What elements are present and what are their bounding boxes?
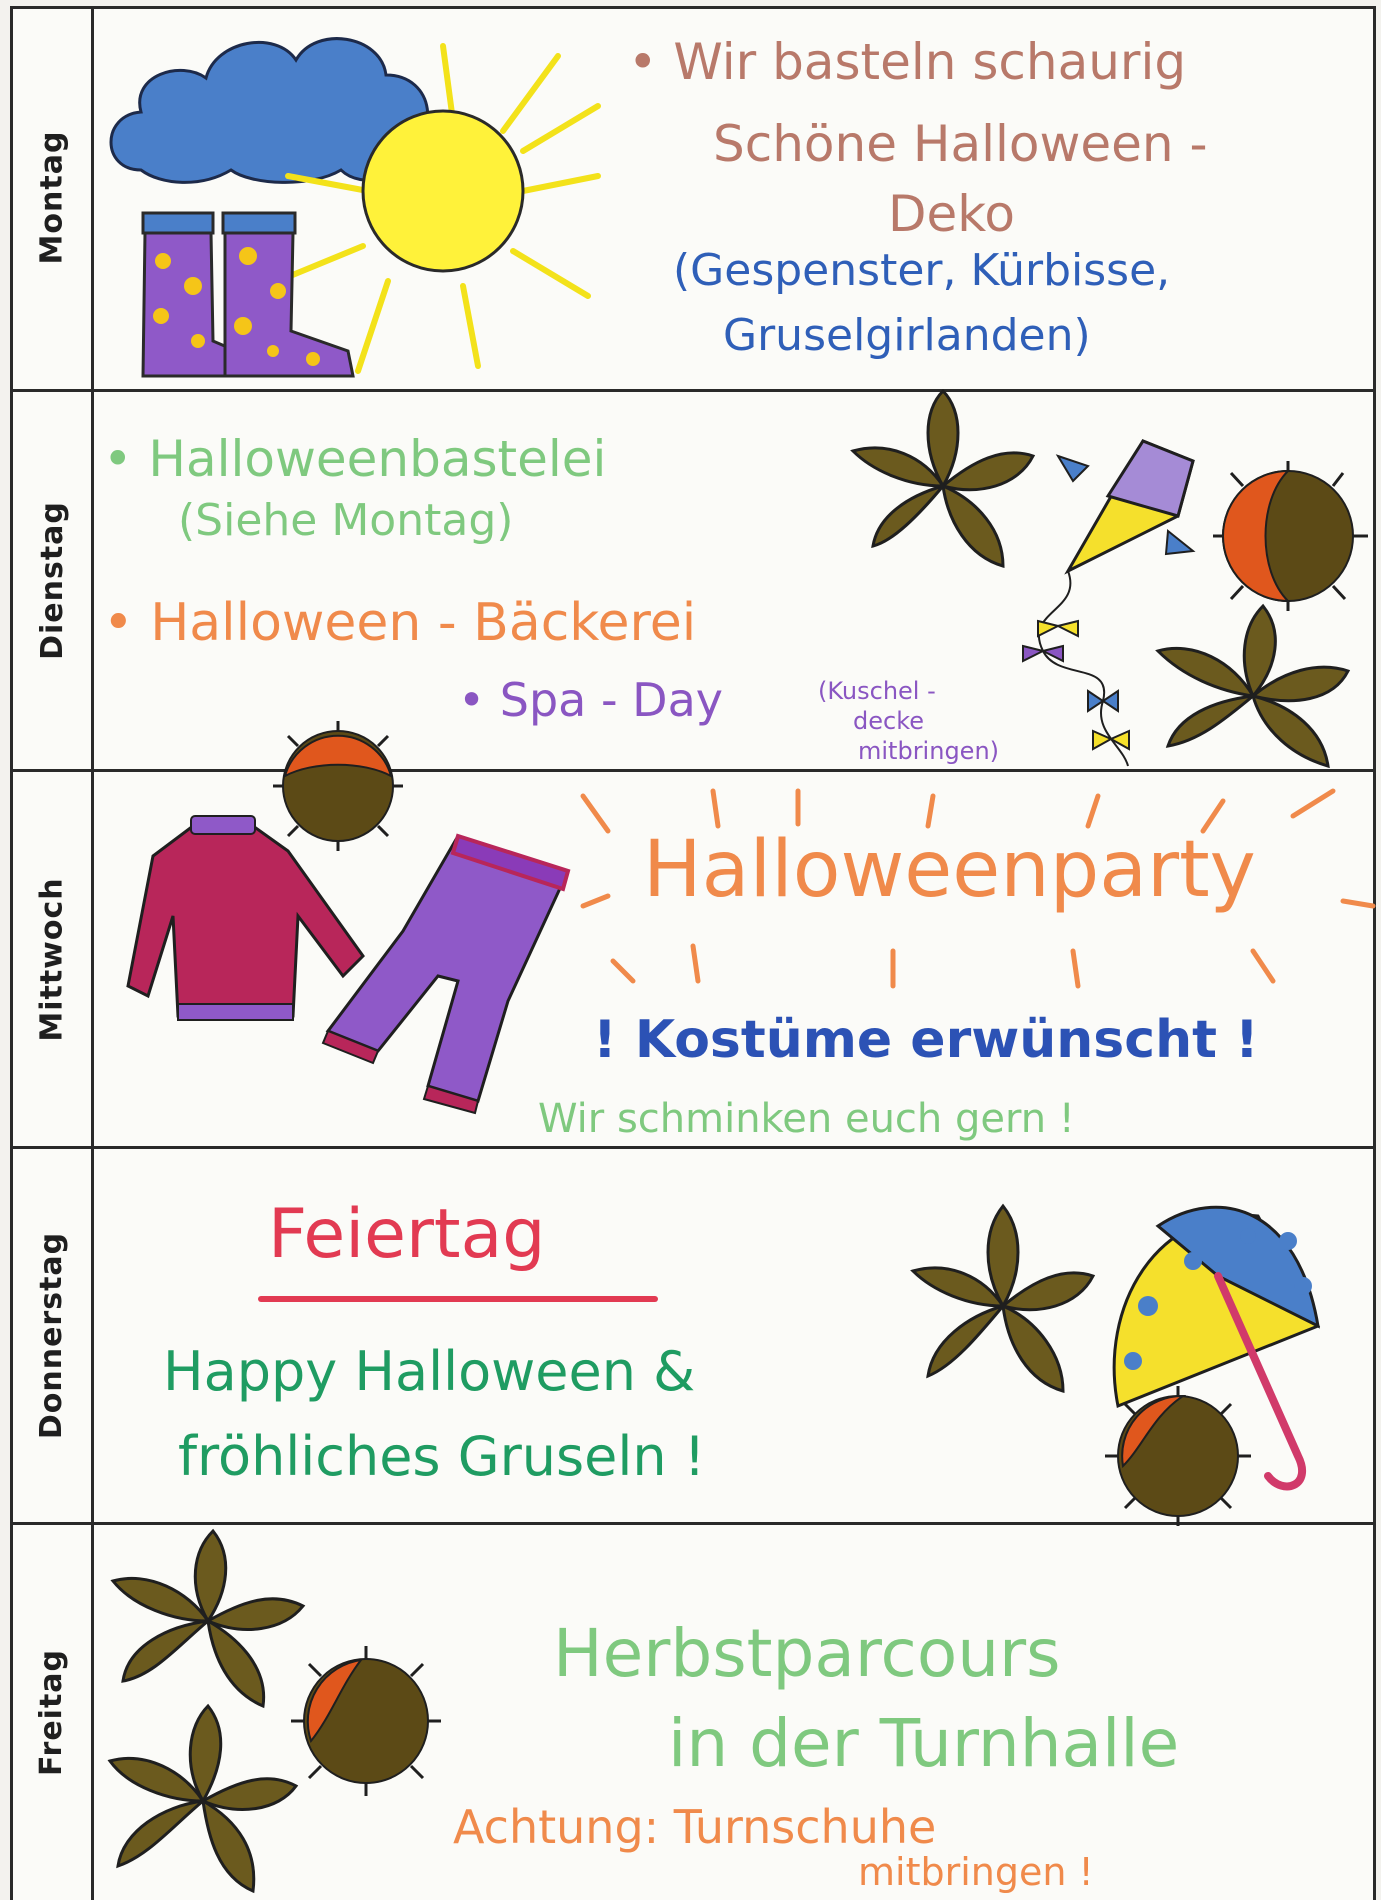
trousers-icon [318, 831, 578, 1131]
wednesday-line-1: ! Kostüme erwünscht ! [593, 1010, 1259, 1070]
chestnut-leaf-icon [1153, 606, 1353, 776]
friday-line-2: in der Turnhalle [668, 1705, 1180, 1782]
thursday-line-2: fröhliches Gruseln ! [178, 1425, 706, 1488]
wednesday-headline: Halloweenparty [643, 825, 1256, 915]
monday-line-5: Gruselgirlanden) [723, 310, 1091, 361]
top-border [13, 6, 1373, 9]
day-column-divider [91, 6, 94, 1900]
thursday-headline: Feiertag [268, 1195, 546, 1274]
monday-line-4: (Gespenster, Kürbisse, [673, 245, 1171, 296]
tuesday-item-1: • Halloweenbastelei [103, 430, 607, 488]
monday-line-3: Deko [888, 185, 1016, 243]
friday-line-1: Herbstparcours [553, 1615, 1061, 1692]
row-divider [13, 389, 1373, 392]
chestnut-leaf-icon [913, 1206, 1093, 1406]
wednesday-line-2: Wir schminken euch gern ! [538, 1096, 1075, 1142]
thursday-line-1: Happy Halloween & [163, 1340, 696, 1403]
tuesday-item-1-note: (Siehe Montag) [178, 495, 514, 546]
tuesday-item-3-note-3: mitbringen) [858, 737, 1000, 765]
friday-line-4: mitbringen ! [858, 1850, 1094, 1894]
monday-line-2: Schöne Halloween - [713, 115, 1208, 173]
day-label-monday: Montag [34, 130, 70, 265]
tuesday-item-3-note-2: decke [853, 707, 925, 735]
rain-boots-icon [133, 211, 363, 381]
weekly-plan-sheet [10, 6, 1376, 1900]
headline-underline [258, 1296, 658, 1302]
tuesday-item-2: • Halloween - Bäckerei [103, 593, 697, 653]
chestnut-icon [1213, 461, 1373, 611]
tuesday-item-3-note-1: (Kuschel - [818, 677, 936, 705]
kite-icon [1048, 436, 1198, 586]
kite-tail-icon [993, 571, 1173, 771]
friday-line-3: Achtung: Turnschuhe [453, 1800, 937, 1854]
row-divider [13, 1146, 1373, 1149]
tuesday-item-3: • Spa - Day [458, 673, 724, 727]
monday-line-1: • Wir basteln schaurig [628, 33, 1187, 91]
chestnut-leaf-icon [108, 1706, 298, 1896]
day-label-tuesday: Dienstag [34, 501, 70, 660]
chestnut-icon [291, 1646, 441, 1796]
day-label-friday: Freitag [34, 1648, 70, 1777]
chestnut-icon [1103, 1386, 1253, 1526]
chestnut-leaf-icon [108, 1531, 308, 1711]
chestnut-leaf-icon [853, 391, 1033, 581]
day-label-thursday: Donnerstag [34, 1231, 70, 1440]
day-label-wednesday: Mittwoch [34, 876, 70, 1042]
